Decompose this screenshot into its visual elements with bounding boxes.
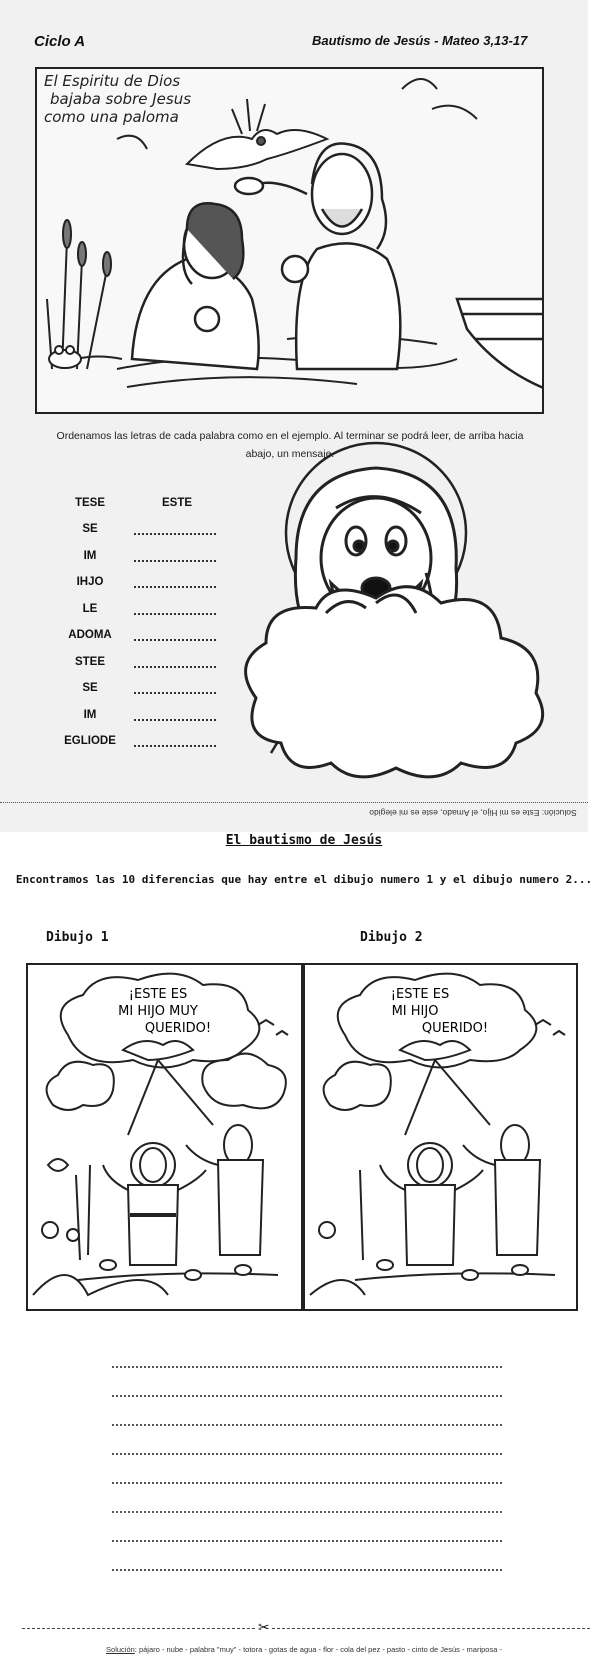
speech-line: QUERIDO! — [144, 1021, 212, 1036]
grass-graphic — [310, 1280, 365, 1295]
caption-line: El Espiritu de Dios — [44, 72, 181, 90]
reeds-graphic — [76, 1165, 90, 1260]
upside-down-solution: Solución: Este es mi Hijo, el Amado, este es mi elegido — [369, 808, 577, 818]
speech-line: ¡ESTE ES — [390, 987, 450, 1002]
drawing-1-panel[interactable] — [26, 963, 303, 1311]
small-cloud-graphic — [47, 1062, 114, 1110]
speech-line: QUERIDO! — [421, 1021, 489, 1036]
scrambled-word: ADOMA — [68, 629, 112, 641]
word-row — [50, 709, 250, 729]
cut-line — [22, 1628, 590, 1629]
answer-blank[interactable] — [134, 660, 216, 668]
answer-blank[interactable] — [134, 580, 216, 588]
solution-text: : pájaro - nube - palabra "muy" - totora - gotas de agua - flor - cola del pez - pasto - cinto de Jesús - mariposa - — [134, 1645, 502, 1654]
jesus-head-graphic — [140, 1148, 166, 1182]
god-on-cloud-drawing — [236, 438, 556, 798]
drawing-1-label: Dibujo 1 — [46, 930, 109, 945]
drawing-2-label: Dibujo 2 — [360, 930, 423, 945]
word-row — [50, 629, 250, 649]
cycle-label: Ciclo A — [34, 33, 86, 50]
caption-line: como una paloma — [44, 108, 179, 126]
answer-line[interactable] — [112, 1453, 502, 1455]
jesus-head-graphic — [417, 1148, 443, 1182]
john-robe-graphic — [495, 1160, 540, 1255]
jesus-robe-graphic — [128, 1185, 178, 1265]
scrambled-word: TESE — [74, 497, 106, 509]
answer-line[interactable] — [112, 1482, 502, 1484]
worksheet-1 — [0, 0, 588, 832]
example-answer: ESTE — [162, 497, 193, 509]
answer-line[interactable] — [112, 1511, 502, 1513]
drawing-2-panel[interactable] — [303, 963, 578, 1311]
frog-graphic — [49, 346, 81, 368]
instructions-line-2: abajo, un mensaje. — [245, 448, 335, 460]
jesus-figure-graphic — [132, 203, 259, 369]
word-row — [50, 523, 250, 543]
answer-blank[interactable] — [134, 739, 216, 747]
caption-line: bajaba sobre Jesus — [50, 90, 192, 108]
dove-graphic — [187, 99, 327, 169]
word-row — [50, 497, 250, 517]
speech-line: ¡ESTE ES — [128, 987, 188, 1002]
answer-blank[interactable] — [134, 607, 216, 615]
small-cloud-graphic — [324, 1062, 391, 1110]
word-row — [50, 550, 250, 570]
reeds-graphic — [360, 1170, 363, 1260]
solution-label: Solución — [106, 1645, 135, 1654]
birds-graphic — [258, 1020, 288, 1035]
worksheet-2-solution — [0, 1645, 608, 1654]
cut-line — [0, 802, 588, 803]
answer-blank[interactable] — [134, 713, 216, 721]
jesus-robe-graphic — [405, 1185, 455, 1265]
answer-blank[interactable] — [134, 686, 216, 694]
speech-line: MI HIJO — [391, 1004, 439, 1019]
scripture-reference: Bautismo de Jesús - Mateo 3,13-17 — [312, 33, 528, 48]
answer-line[interactable] — [112, 1540, 502, 1542]
john-baptist-figure-graphic — [235, 144, 400, 370]
scrambled-word: LE — [82, 603, 98, 615]
fish-graphic — [100, 1260, 116, 1270]
word-row — [50, 682, 250, 702]
light-rays-graphic — [405, 1060, 490, 1135]
drawing-1-scene — [28, 965, 301, 1309]
scrambled-word: EGLIODE — [64, 735, 116, 747]
word-row — [50, 603, 250, 623]
scrambled-word: SE — [82, 682, 98, 694]
flower-graphic — [319, 1222, 335, 1238]
cloud-graphic — [246, 587, 543, 777]
flower-graphic — [42, 1222, 58, 1238]
worksheet-2-instructions: Encontramos las 10 diferencias que hay entre el dibujo numero 1 y el dibujo numero 2... — [15, 873, 593, 886]
butterfly-graphic — [48, 1159, 68, 1171]
word-row — [50, 576, 250, 596]
speech-line: MI HIJO MUY — [118, 1004, 198, 1019]
scrambled-word: IHJO — [76, 576, 104, 588]
birds-graphic — [535, 1020, 565, 1035]
right-cloud-graphic — [202, 1054, 286, 1109]
scrambled-word: IM — [83, 550, 97, 562]
light-rays-graphic — [128, 1060, 213, 1135]
fish-graphic — [377, 1260, 393, 1270]
worksheet-2-title: El bautismo de Jesús — [225, 833, 383, 848]
answer-line[interactable] — [112, 1424, 502, 1426]
scissors-icon: ✂ — [258, 1619, 270, 1635]
john-robe-graphic — [218, 1160, 263, 1255]
scrambled-word: SE — [82, 523, 98, 535]
scrambled-word: IM — [83, 709, 97, 721]
answer-blank[interactable] — [134, 633, 216, 641]
drawing-2-scene — [305, 965, 576, 1309]
instructions-line-1: Ordenamos las letras de cada palabra como en el ejemplo. Al terminar se podrá leer, de arriba hacia — [56, 430, 524, 442]
illustration-caption — [44, 72, 191, 126]
boat-graphic — [457, 299, 544, 389]
scrambled-word: STEE — [74, 656, 106, 668]
answer-blank[interactable] — [134, 554, 216, 562]
answer-line[interactable] — [112, 1366, 502, 1368]
word-row — [50, 656, 250, 676]
answer-blank[interactable] — [134, 527, 216, 535]
word-row — [50, 735, 250, 755]
answer-line[interactable] — [112, 1395, 502, 1397]
answer-line[interactable] — [112, 1569, 502, 1571]
